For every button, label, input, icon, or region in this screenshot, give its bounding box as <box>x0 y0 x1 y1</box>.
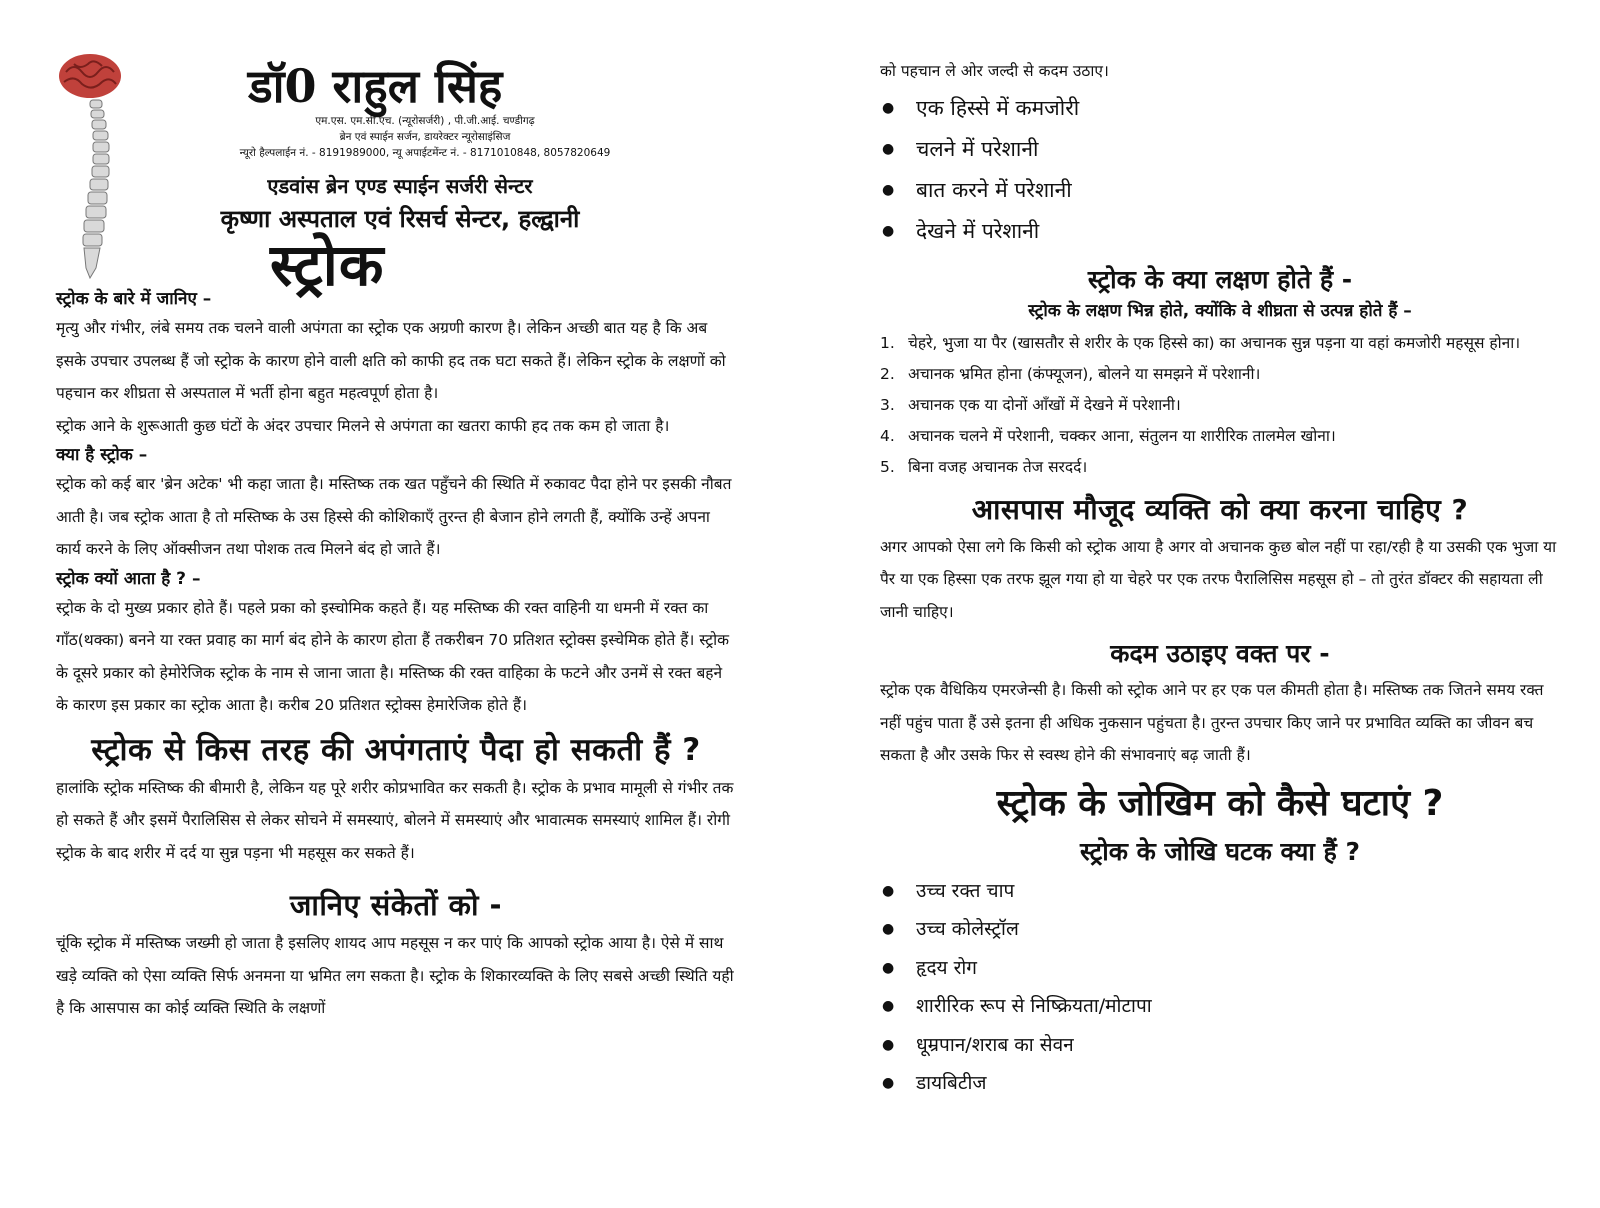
signs-paragraph: चूंकि स्ट्रोक में मस्तिष्क जख्मी हो जाता है इसलिए शायद आप महसूस न कर पाएं कि आपको स्ट्रोक आया है। ऐसे में साथ खड़े व्यक्ति को ऐसा व्यक्ति सिर्फ अनमना या भ्रमित लग सकता है। स्ट्रोक के शिकारव्यक्ति के लिए सबसे अच्छी स्थिति यही है कि आसपास का कोई व्यक्ति स्थिति के लक्षणों <box>56 934 734 1017</box>
list-item: ● चलने में परेशानी <box>880 129 1560 170</box>
symptoms-heading: स्ट्रोक के क्या लक्षण होते हैं - <box>1087 264 1353 294</box>
risk-bullet-list <box>880 872 1560 1103</box>
hospital-name: कृष्णा अस्पताल एवं रिसर्च सेन्टर, हल्द्वानी <box>220 205 580 233</box>
brain-spine-logo-icon <box>56 52 126 282</box>
list-item: 4. अचानक चलने में परेशानी, चक्कर आना, संतुलन या शारीरिक तालमेल खोना। <box>880 426 1336 445</box>
list-item: 1. चेहरे, भुजा या पैर (खासतौर से शरीर के एक हिस्से का) का अचानक सुन्न पड़ना या वहां कमजोरी महसूस होना। <box>880 333 1521 352</box>
qualification-line-1: एम.एस. एम.सी.एच. (न्यूरोसर्जरी) , पी.जी.आई. चण्डीगढ़ <box>315 115 535 127</box>
center-name: एडवांस ब्रेन एण्ड स्पाईन सर्जरी सेन्टर <box>267 174 533 198</box>
what-heading: क्या है स्ट्रोक – <box>56 445 148 465</box>
signs-heading: जानिए संकेतों को - <box>289 888 503 922</box>
signs-continued-text: को पहचान ले ओर जल्दी से कदम उठाए। <box>880 62 1109 80</box>
list-item: ● उच्च कोलेस्ट्रॉल <box>880 910 1560 949</box>
time-paragraph: स्ट्रोक एक वैधिकिय एमरजेन्सी है। किसी को स्ट्रोक आने पर हर एक पल कीमती होता है। मस्तिष्क तक जितने समय रक्त नहीं पहुंच पाता हैं उसे इतना ही अधिक नुकसान पहुंचता है। तुरन्त उपचार किए जाने पर प्रभावित व्यक्ति का जीवन बच सकता है और उसके फिर से स्वस्थ होने की संभावनाएं बढ़ जाती हैं। <box>880 681 1544 764</box>
list-item: ● एक हिस्से में कमजोरी <box>880 88 1560 129</box>
bystander-heading: आसपास मौजूद व्यक्ति को क्या करना चाहिए ? <box>971 492 1469 526</box>
why-heading: स्ट्रोक क्यों आता है ? – <box>56 568 201 589</box>
symptoms-list <box>880 328 1560 483</box>
right-column <box>880 55 1560 1103</box>
doctor-name: डॉ0 राहुल सिंह <box>248 59 503 113</box>
what-paragraph: स्ट्रोक को कई बार 'ब्रेन अटेक' भी कहा जाता है। मस्तिष्क तक खत पहुँचने की स्थिति में रुकावट पैदा होने पर इसकी नौबत आती है। जब स्ट्रोक आता है तो मस्तिष्क के उस हिस्से की कोशिकाएँ तुरन्त ही बेजान होने लगती हैं, क्योंकि उन्हें अपना कार्य करने के लिए ऑक्सीजन तथा पोशक तत्व मिलने बंद हो जाते हैं। <box>56 475 732 558</box>
list-item: 2. अचानक भ्रमित होना (कंफ्यूजन), बोलने या समझने में परेशानी। <box>880 364 1261 383</box>
list-item: 5. बिना वजह अचानक तेज सरदर्द। <box>880 457 1088 476</box>
about-heading: स्ट्रोक के बारे में जानिए – <box>56 289 212 309</box>
left-column <box>56 286 736 1025</box>
qualification-line-2: ब्रेन एवं स्पाईन सर्जन, डायरेक्टर न्यूरोसाइंसिज <box>339 131 511 143</box>
list-item: ● उच्च रक्त चाप <box>880 872 1560 911</box>
risk-heading: स्ट्रोक के जोखिम को कैसे घटाएं ? <box>996 782 1444 824</box>
why-paragraph: स्ट्रोक के दो मुख्य प्रकार होते हैं। पहले प्रका को इस्चोमिक कहते हैं। यह मस्तिष्क की रक्त वाहिनी या धमनी में रक्त का गाँठ(थक्का) बनने या रक्त प्रवाह का मार्ग बंद होने के कारण होता हैं तकरीबन 70 प्रतिशत स्ट्रोक्स इस्चेमिक होते हैं। स्ट्रोक के दूसरे प्रकार को हेमोरेजिक स्ट्रोक के नाम से जाना जाता है। मस्तिष्क की रक्त वाहिका के फटने और उनमें से रक्त बहने के कारण इस प्रकार का स्ट्रोक आता है। करीब 20 प्रतिशत स्ट्रोक्स हेमारेजिक होते हैं। <box>56 598 730 714</box>
list-item: ● डायबिटीज <box>880 1064 1560 1103</box>
disability-heading: स्ट्रोक से किस तरह की अपंगताएं पैदा हो सकती हैं ? <box>91 731 701 768</box>
about-paragraph-2: स्ट्रोक आने के शुरूआती कुछ घंटों के अंदर उपचार मिलने से अपंगता का खतरा काफी हद तक कम हो जाता है। <box>56 416 670 435</box>
about-paragraph-1: मृत्यु और गंभीर, लंबे समय तक चलने वाली अपंगता का स्ट्रोक एक अग्रणी कारण है। लेकिन अच्छी बात यह है कि अब इसके उपचार उपलब्ध हैं जो स्ट्रोक के कारण होने वाली क्षति को काफी हद तक घटा सकते हैं। लेकिन स्ट्रोक के लक्षणों को पहचान कर शीघ्रता से अस्पताल में भर्ती होना बहुत महत्वपूर्ण होता है। <box>56 319 726 402</box>
time-heading: कदम उठाइए वक्त पर - <box>1110 639 1330 668</box>
symptoms-subheading: स्ट्रोक के लक्षण भिन्न होते, क्योंकि वे शीघ्रता से उत्पन्न होते हैं – <box>1028 300 1412 321</box>
main-title: स्ट्रोक <box>270 231 385 299</box>
list-item: ● बात करने में परेशानी <box>880 170 1560 211</box>
risk-subheading: स्ट्रोक के जोखि घटक क्या हैं ? <box>1079 836 1361 866</box>
list-item: 3. अचानक एक या दोनों आँखों में देखने में परेशानी। <box>880 395 1181 414</box>
list-item: ● धूम्रपान/शराब का सेवन <box>880 1026 1560 1065</box>
list-item: ● शारीरिक रूप से निष्क्रियता/मोटापा <box>880 987 1560 1026</box>
helpline-line: न्यूरो हैल्पलाईन नं. - 8191989000, न्यू अपाईटमेंन्ट नं. - 8171010848, 8057820649 <box>239 147 611 159</box>
list-item: ● हृदय रोग <box>880 949 1560 988</box>
list-item: ● देखने में परेशानी <box>880 211 1560 252</box>
disability-paragraph: हालांकि स्ट्रोक मस्तिष्क की बीमारी है, लेकिन यह पूरे शरीर कोप्रभावित कर सकती है। स्ट्रोक के प्रभाव मामूली से गंभीर तक हो सकते हैं और इसमें पैरालिसिस से लेकर सोचने में समस्याएं, बोलने में समस्याएं और भावात्मक समस्याएं शामिल हैं। रोगी स्ट्रोक के बाद शरीर में दर्द या सुन्न पड़ना भी महसूस कर सकते हैं। <box>56 778 734 862</box>
sign-bullet-list <box>880 88 1560 252</box>
bystander-paragraph: अगर आपको ऐसा लगे कि किसी को स्ट्रोक आया है अगर वो अचानक कुछ बोल नहीं पा रहा/रही है या उसकी एक भुजा या पैर या एक हिस्सा एक तरफ झूल गया हो या चेहरे पर एक तरफ पैरालिसिस महसूस हो – तो तुरंत डॉक्टर की सहायता ली जानी चाहिए। <box>880 537 1557 621</box>
